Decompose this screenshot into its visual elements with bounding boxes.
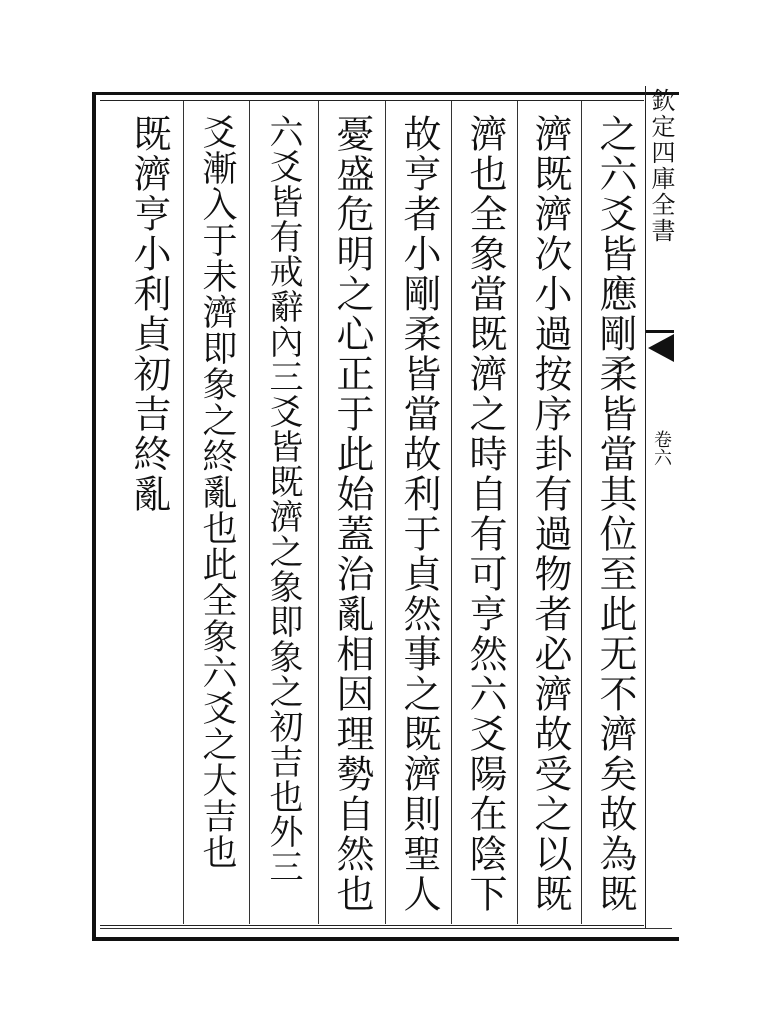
text-column-4: 故亨者小剛柔皆當故利于貞然事之既濟則聖人	[397, 114, 441, 914]
juan-label: 卷六	[651, 430, 672, 466]
text-column-6: 六爻皆有戒辭內三爻皆既濟之象即象之初吉也外三	[263, 114, 303, 884]
column-rule	[451, 101, 452, 924]
bottom-rule	[100, 928, 672, 929]
fish-tail-mark	[648, 334, 674, 362]
text-column-5: 憂盛危明之心正于此始蓋治亂相因理勢自然也	[330, 114, 374, 914]
column-rule	[517, 101, 518, 924]
text-column-1: 之六爻皆應剛柔皆當其位至此无不濟矣故為既	[593, 114, 637, 914]
column-rule	[581, 101, 582, 924]
column-rule	[385, 101, 386, 924]
column-rule	[318, 101, 319, 924]
fish-tail-bar	[646, 330, 674, 333]
text-column-8: 既濟亨小利貞初吉終亂	[127, 114, 171, 514]
text-column-3: 濟也全象當既濟之時自有可亨然六爻陽在陰下	[463, 114, 507, 914]
column-rule	[249, 101, 250, 924]
column-rule	[183, 101, 184, 924]
text-column-2: 濟既濟次小過按序卦有過物者必濟故受之以既	[528, 114, 572, 914]
book-title: 欽定四庫全書	[647, 88, 675, 244]
text-column-7: 爻漸入于未濟即象之終亂也此全象六爻之大吉也	[197, 114, 237, 870]
